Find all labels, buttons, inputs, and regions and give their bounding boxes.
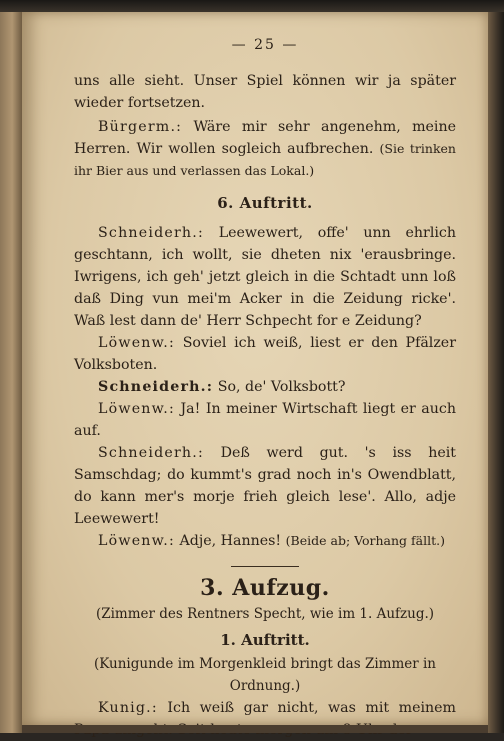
dialogue-schneiderh <box>74 442 456 530</box>
dialogue-text: Ja! In meiner Wirtschaft liegt er auch auf. <box>74 401 456 439</box>
dialogue-text: Leewewert, offe' unn ehrlich geschtann, ich wollt, sie dheten nix 'erausbringe. Iwrigens, ich geh' jetzt gleich in die Schtadt unn loß daß Ding vun mei'm Acker in die Zeidung ricke'. Waß lest dann de' Herr Schpecht for e Zeidung? <box>74 225 456 329</box>
dialogue-loewenw <box>74 398 456 442</box>
dialogue-text: Adje, Hannes! <box>175 533 286 549</box>
dialogue-text: Wäre mir sehr angenehm, meine Herren. Wir wollen sogleich aufbrechen. <box>74 119 456 157</box>
speaker-label: Schneiderh.: <box>98 445 204 461</box>
speaker-label: Schneiderh.: <box>98 379 214 395</box>
paragraph-continuation <box>74 70 456 114</box>
dialogue-text: Deß werd gut. 's iss heit Samschdag; do kummt's grad noch in's Owendblatt, do kann mer's morje frieh gleich lese'. Allo, adje Leewewert! <box>74 445 456 527</box>
stage-direction: (Beide ab; Vorhang fällt.) <box>285 533 445 548</box>
dialogue-text: Ich weiß gar nicht, was mit meinem <box>167 700 456 716</box>
book-edge-shadow <box>488 12 504 733</box>
act-heading: 3. Aufzug. <box>200 575 330 601</box>
speaker-label: Löwenw.: <box>98 401 175 417</box>
dialogue-loewenw <box>74 332 456 376</box>
page-bottom-edge <box>22 725 488 733</box>
act-setting: (Zimmer des Rentners Specht, wie im 1. Aufzug.) <box>95 606 435 622</box>
dialogue-buergermeister <box>74 116 456 182</box>
dialogue-schneiderh <box>74 222 456 332</box>
dialogue-text: Soviel ich weiß, liest er den Pfälzer Volksboten. <box>74 335 456 373</box>
speaker-label: Bürgerm.: <box>98 119 183 135</box>
page-content <box>74 34 456 741</box>
facing-page-edge <box>0 12 22 733</box>
speaker-label: Kunig.: <box>98 700 158 716</box>
dialogue-text: So, de' Volksbott? <box>213 379 346 395</box>
scan-top-edge <box>0 0 504 12</box>
page-number: — 25 — <box>231 37 299 53</box>
stage-direction: (Sie trinken ihr Bier aus und verlassen das Lokal.) <box>74 141 456 178</box>
speaker-label: Löwenw.: <box>98 533 175 549</box>
dialogue-loewenw <box>74 530 456 552</box>
paragraph-text: uns alle sieht. Unser Spiel können wir ja später wieder fortsetzen. <box>74 73 456 111</box>
scene-heading: 1. Auftritt. <box>220 631 310 649</box>
stage-direction: (Kunigunde im Morgenkleid bringt das Zimmer in Ordnung.) <box>93 656 436 694</box>
dialogue-kunigunde <box>74 697 456 741</box>
scene-heading: 6. Auftritt. <box>217 194 313 212</box>
dialogue-schneiderh <box>74 376 456 398</box>
speaker-label: Löwenw.: <box>98 335 175 351</box>
section-divider <box>231 566 299 567</box>
book-page <box>22 12 488 725</box>
speaker-label: Schneiderh.: <box>98 225 204 241</box>
